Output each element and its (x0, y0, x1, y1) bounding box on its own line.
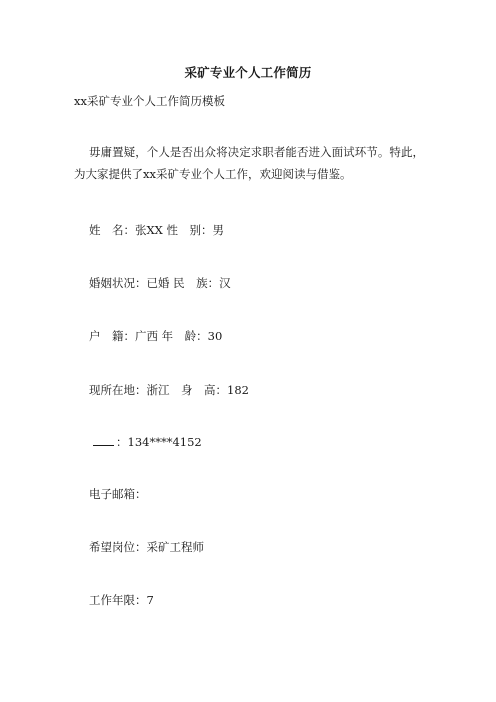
field-position: 希望岗位：采矿工程师 (89, 540, 204, 554)
document-subtitle: xx采矿专业个人工作简历模板 (74, 94, 225, 108)
intro-paragraph: 毋庸置疑，个人是否出众将决定求职者能否进入面试环节。特此，为大家提供了xx采矿专业个人工作，欢迎阅读与借鉴。 (74, 145, 424, 181)
field-hukou-age: 户 籍：广西 年 龄：30 (89, 329, 223, 343)
field-name-gender: 姓 名：张XX 性 别：男 (89, 223, 225, 237)
phone-label-blank (93, 435, 114, 446)
document-title: 采矿专业个人工作简历 (184, 65, 312, 80)
field-marriage-ethnicity: 婚姻状况：已婚 民 族：汉 (89, 276, 231, 290)
field-email: 电子邮箱： (89, 487, 147, 501)
field-residence-height: 现所在地：浙江 身 高：182 (89, 383, 249, 397)
field-phone (93, 434, 202, 450)
phone-value: ：134****4152 (116, 435, 202, 449)
field-years: 工作年限：7 (89, 593, 154, 607)
